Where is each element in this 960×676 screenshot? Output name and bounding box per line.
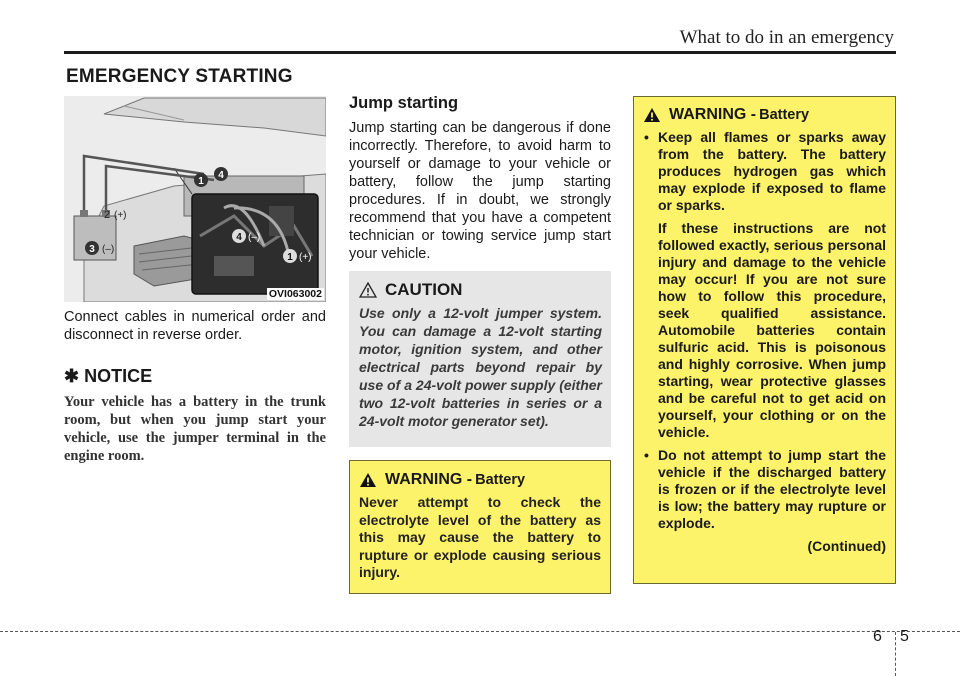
- caution-title: CAUTION: [385, 280, 463, 299]
- warning-bullet-flames: • Keep all flames or sparks away from the battery. The battery produces hydrogen gas which may explode if exposed to flame or sparks.: [658, 129, 886, 213]
- warning-box-electrolyte: [349, 460, 611, 594]
- notice-title: ✱ NOTICE: [64, 366, 153, 386]
- caution-box: [349, 271, 611, 447]
- callout-inset-1: 1: [287, 252, 293, 263]
- caution-triangle-icon: [359, 282, 377, 298]
- page-number-divider: [895, 632, 896, 676]
- warning-header: [359, 471, 601, 489]
- running-head: What to do in an emergency: [679, 27, 894, 48]
- warning-list: [643, 129, 886, 532]
- notice-text: Your vehicle has a battery in the trunk room, but when you jump start your vehicle, use the jumper terminal in the engine room.: [64, 394, 326, 464]
- jump-starting-heading: Jump starting: [349, 94, 459, 112]
- figure-code: OVI063002: [268, 288, 322, 300]
- page-number: 5: [900, 628, 909, 645]
- warning-title: WARNING -: [385, 471, 473, 488]
- jump-starting-text: Jump starting can be dangerous if done incorrectly. Therefore, to avoid harm to yourself or damage to your vehicle or battery, follow the jump starting procedures. If in doubt, we strongly recommend that you have a competent technician or towing service jump start your vehicle.: [349, 120, 611, 262]
- sign-minus-inset: (–): [248, 232, 261, 243]
- sign-plus-inset: (+): [299, 252, 312, 263]
- callout-4: 4: [218, 170, 224, 181]
- warning-bullet-frozen: • Do not attempt to jump start the vehicle if the discharged battery is frozen or if the electrolyte level is low; the battery may rupture or explode.: [658, 447, 886, 531]
- continued-label: (Continued): [807, 538, 886, 554]
- callout-2: 2: [104, 209, 111, 221]
- warning-bullet-flames-cont: If these instructions are not followed exactly, serious personal injury and damage to the vehicle may occur! If you are not sure how to follow this procedure, seek qualified assistance. Automobile batteries contain sulfuric acid. This is poisonous and highly corrosive. When jump starting, wear protective glasses and be careful not to get acid on yourself, your clothing or on the vehicle.: [658, 220, 886, 440]
- warning-triangle-icon: [643, 107, 661, 123]
- warning-title: WARNING -: [669, 106, 757, 123]
- header-rule: [64, 51, 896, 54]
- jump-start-illustration: [64, 96, 326, 302]
- sign-minus-battery: (–): [102, 244, 115, 255]
- warning-subtitle: Battery: [475, 472, 526, 488]
- engine-bay-drawing: [64, 96, 326, 302]
- warning-triangle-icon: [359, 472, 377, 488]
- warning-subtitle: Battery: [759, 107, 810, 123]
- callout-1: 1: [198, 176, 204, 187]
- section-title: EMERGENCY STARTING: [66, 66, 293, 87]
- sign-plus-battery: (+): [114, 210, 127, 221]
- caution-text: Use only a 12-volt jumper system. You can damage a 12-volt starting motor, ignition system, and other electrical parts beyond repair by use of a 24-volt power supply (either two 12-volt batteries in series or a 24-volt motor generator set).: [359, 305, 602, 429]
- list-item: [643, 129, 886, 441]
- warning-text: Never attempt to check the electrolyte level of the battery as this may cause the battery to rupture or explode causing serious injury.: [359, 494, 601, 580]
- callout-3: 3: [89, 244, 95, 255]
- warning-box-battery: [633, 96, 896, 584]
- callout-inset-4: 4: [236, 232, 242, 243]
- caution-header: [359, 280, 602, 300]
- chapter-number: 6: [873, 628, 882, 645]
- intro-text: Connect cables in numerical order and disconnect in reverse order.: [64, 309, 326, 343]
- footer-rule: [0, 631, 960, 632]
- warning-header: [643, 106, 886, 124]
- list-item: [643, 447, 886, 532]
